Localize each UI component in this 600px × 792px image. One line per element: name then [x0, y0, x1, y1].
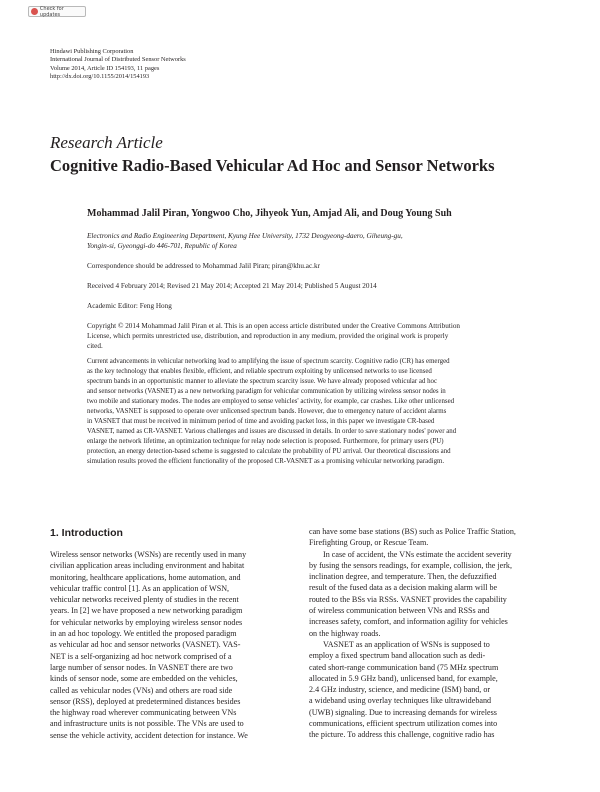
body-line: result of the fused data as a decision making alarm will be — [309, 583, 498, 593]
copyright-line: Copyright © 2014 Mohammad Jalil Piran et al. This is an open access article distributed under the Creative Commons Attribution — [87, 322, 461, 330]
body-line: the picture. To address this challenge, cognitive radio has — [309, 730, 495, 740]
body-line: In case of accident, the VNs estimate the accident severity — [323, 549, 512, 559]
update-icon — [31, 8, 38, 15]
abstract-line: VASNET, named as CR-VASNET. Various challenges and issues are discussed in details. In order to save stationary nodes' power and — [87, 428, 457, 435]
body-line: in an ad hoc topology. We entitled the proposed paradigm — [50, 629, 237, 639]
volume-line: Volume 2014, Article ID 154193, 11 pages — [50, 64, 160, 72]
abstract-line: two mobile and stationary modes. The nodes are employed to sense vehicles' activity, for example, car crashes. Like other unlicensed — [87, 398, 455, 405]
body-line: allocated in 5.9 GHz band), unlicensed band, for example, — [309, 673, 498, 683]
publisher-line: Hindawi Publishing Corporation — [50, 48, 134, 55]
academic-editor: Academic Editor: Feng Hong — [87, 302, 172, 310]
body-line: monitoring, healthcare applications, home automation, and — [50, 572, 241, 582]
body-line: on the highway roads. — [309, 628, 381, 638]
body-line: employ a fixed spectrum band allocation such as dedi- — [309, 651, 486, 661]
body-line: vehicular networks received plenty of studies in the recent — [50, 595, 239, 605]
doi-link[interactable]: http://dx.doi.org/10.1155/2014/154193 — [50, 73, 150, 81]
body-line: increases safety, comfort, and information agility for vehicles — [309, 617, 508, 627]
correspondence: Correspondence should be addressed to Mohammad Jalil Piran; piran@khu.ac.kr — [87, 262, 320, 270]
affiliation-line: Electronics and Radio Engineering Department, Kyung Hee University, 1732 Deogyeong-daero, Giheung-gu, — [87, 232, 403, 240]
body-line: a wideband using overlay techniques like ultrawideband — [309, 696, 492, 706]
body-line: sensor (RSS), deployed at predetermined distances besides — [50, 696, 241, 706]
abstract-line: simulation results proved the efficient functionality of the proposed CR-VASNET as a promising vehicular networking paradigm. — [87, 458, 445, 465]
copyright-line: cited. — [87, 342, 103, 350]
affiliation-line: Yongin-si, Gyeonggi-do 446-701, Republic of Korea — [87, 242, 237, 250]
abstract-line: Current advancements in vehicular networking lead to amplifying the issue of spectrum scarcity. Cognitive radio (CR) has emerged — [87, 358, 450, 365]
right-column — [309, 526, 551, 741]
copyright-notice — [87, 321, 539, 351]
body-line: NET is a self-organizing ad hoc network comprised of a — [50, 651, 232, 661]
body-line: Firefighting Group, or Rescue Team. — [309, 538, 429, 548]
body-line: 2.4 GHz industry, science, and medicine (ISM) band, or — [309, 685, 491, 695]
body-line: VASNET as an application of WSNs is supposed to — [323, 639, 490, 649]
body-line: civilian application areas including environment and habitat — [50, 561, 245, 571]
publication-dates: Received 4 February 2014; Revised 21 May 2014; Accepted 21 May 2014; Published 5 August 2014 — [87, 282, 377, 290]
abstract-line: protection, an energy detection-based scheme is suggested to calculate the probability of PU arrival. Our theoretical discussions and — [87, 448, 451, 455]
abstract-line: networks, VASNET is supposed to operate over unlicensed spectrum bands. However, due to emergency nature of accident alarms — [87, 408, 447, 415]
abstract-line: spectrum bands in an opportunistic manner to alleviate the spectrum scarcity issue. We have already proposed vehicular ad hoc — [87, 378, 438, 385]
body-line: for vehicular networks by employing wireless sensor nodes — [50, 617, 243, 627]
abstract-line: in VASNET that must be received in minimum period of time and avoiding packet loss, in this paper we investigate CR-based — [87, 418, 435, 425]
body-line: large number of sensor nodes. In VASNET there are two — [50, 662, 233, 672]
page-title: Cognitive Radio-Based Vehicular Ad Hoc and Sensor Networks — [50, 156, 495, 175]
journal-line: International Journal of Distributed Sensor Networks — [50, 56, 186, 64]
body-line: (UWB) signaling. Due to increasing demands for wireless — [309, 707, 497, 717]
journal-header — [50, 48, 186, 82]
body-line: inclination degree, and temperature. Then, the defuzzified — [309, 572, 497, 582]
section-heading: 1. Introduction — [50, 527, 123, 539]
body-line: sense the vehicle activity, accident detection for instance. We — [50, 730, 248, 740]
article-type: Research Article — [50, 133, 163, 152]
body-line: can have some base stations (BS) such as Police Traffic Station, — [309, 527, 516, 536]
abstract-line: as the key technology that enables flexible, efficient, and reliable spectrum exploiting by unlicensed networks to use licensed — [87, 368, 432, 375]
body-line: Wireless sensor networks (WSNs) are recently used in many — [50, 550, 247, 559]
body-line: vehicular traffic control [1]. As an application of WSN, — [50, 583, 230, 593]
body-line: by fusing the sensors readings, for example, collision, the jerk, — [309, 560, 512, 570]
body-line: and infrastructure units is not possible. The VNs are used to — [50, 719, 244, 729]
body-line: routed to the BSs via RSSs. VASNET provides the capability — [309, 594, 507, 604]
body-line: of wireless communication between VNs and RSSs and — [309, 606, 490, 616]
body-line: called as vehicular nodes (VNs) and others are road side — [50, 685, 233, 695]
badge-label: Check for updates — [39, 5, 64, 18]
body-line: cated short-range communication band (75 MHz spectrum — [309, 662, 499, 672]
abstract-line: and sensor networks (VASNET) as a new networking paradigm for vehicular communication by utilizing wireless sensor nodes in — [87, 388, 446, 395]
abstract-line: enlarge the network lifetime, an optimization technique for relay node selection is proposed. Furthermore, for primary users (PU) — [87, 438, 444, 445]
copyright-line: License, which permits unrestricted use, distribution, and reproduction in any medium, provided the original work is properly — [87, 332, 449, 340]
body-line: years. In [2] we have proposed a new networking paradigm — [50, 606, 243, 616]
affiliation — [87, 231, 403, 251]
check-for-updates-badge[interactable] — [28, 6, 86, 17]
body-line: kinds of sensor node, some are embedded on the vehicles, — [50, 674, 238, 684]
author-list: Mohammad Jalil Piran, Yongwoo Cho, Jihyeok Yun, Amjad Ali, and Doug Young Suh — [87, 208, 452, 219]
body-line: communications, efficient spectrum utilization comes into — [309, 719, 498, 729]
abstract — [87, 357, 549, 467]
left-column — [50, 549, 292, 741]
body-line: the highway road wherever communicating between VNs — [50, 708, 237, 718]
body-line: as vehicular ad hoc and sensor networks (VASNET). VAS- — [50, 640, 241, 650]
